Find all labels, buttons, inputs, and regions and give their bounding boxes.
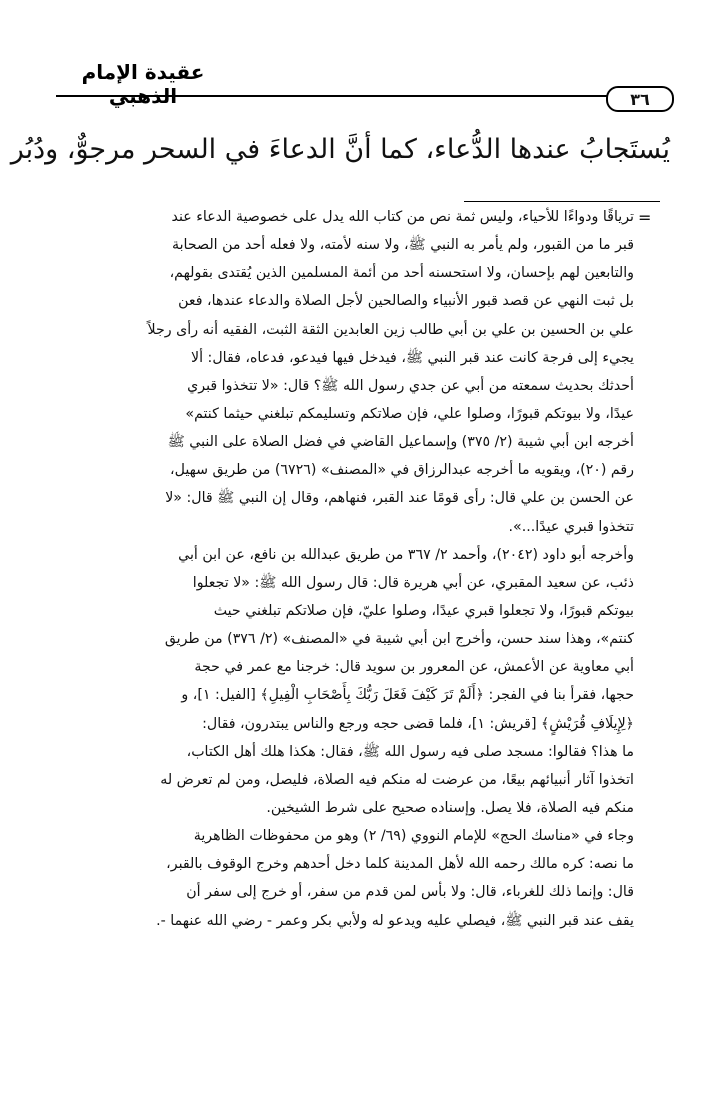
footnote-line: حجها، فقرأ بنا في الفجر: ﴿أَلَمْ تَرَ كَيْفَ فَعَلَ رَبُّكَ بِأَصْحَابِ الْفِيلِ﴾ [الفيل: ١]، و bbox=[181, 687, 634, 704]
footnote-continuation-mark: = bbox=[638, 208, 652, 227]
footnote-line: بيوتكم قبورًا، ولا تجعلوا قبري عيدًا، وصلوا عليّ، فإن صلاتكم تبلغني حيث bbox=[213, 602, 634, 619]
footnote-line: اتخذوا آثار أنبيائهم بيعًا، من عرضت له منكم فيه الصلاة، فليصل، ومن لم تعرض له bbox=[160, 771, 634, 788]
footnote-line: أبي معاوية عن الأعمش، عن المعرور بن سويد قال: خرجنا مع عمر في حجة bbox=[194, 659, 634, 676]
running-title: عقيدة الإمام الذهبي bbox=[81, 60, 205, 108]
footnote-line: قال: وإنما ذلك للغرباء، قال: ولا بأس لمن قدم من سفر، أو خرج إلى سفر أن bbox=[186, 884, 634, 901]
footnote-line: والتابعين لهم بإحسان، ولا استحسنه أحد من أئمة المسلمين الذين يُقتدى بقولهم، bbox=[169, 265, 634, 282]
footnote-line: عن الحسن بن علي قال: رأى قومًا عند القبر، فنهاهم، وقال إن النبي ﷺ قال: «لا bbox=[165, 490, 634, 507]
page-number: ٣٦ bbox=[606, 86, 674, 112]
footnote-line: أخرجه ابن أبي شيبة (٢/ ٣٧٥) وإسماعيل القاضي في فضل الصلاة على النبي ﷺ bbox=[167, 434, 634, 451]
footnote-separator bbox=[464, 201, 660, 202]
footnote-line: تتخذوا قبري عيدًا...». bbox=[508, 518, 634, 535]
header-rule bbox=[56, 95, 656, 97]
footnote-line: قبر ما من القبور، ولم يأمر به النبي ﷺ، ولا سنه لأمته، ولا فعله أحد من الصحابة bbox=[171, 237, 634, 254]
footnote-line: وجاء في «مناسك الحج» للإمام النووي (٦٩/ ٢) وهو من محفوظات الظاهرية bbox=[193, 828, 634, 845]
footnote-line: يقف عند قبر النبي ﷺ، فيصلي عليه ويدعو له ولأبي بكر وعمر - رضي الله عنهما -. bbox=[156, 912, 634, 929]
footnote-body bbox=[60, 203, 634, 935]
footnote-line: بل ثبت النهي عن قصد قبور الأنبياء والصالحين لأجل الصلاة والدعاء عندها، فعن bbox=[178, 293, 634, 310]
footnote-line: يجيء إلى فرجة كانت عند قبر النبي ﷺ، فيدخل فيها فيدعو، فدعاه، فقال: ألا bbox=[191, 349, 634, 366]
footnote-line: ترياقًا ودواءًا للأحياء، وليس ثمة نص من كتاب الله يدل على خصوصية الدعاء عند bbox=[171, 209, 634, 225]
footnote-line: علي بن الحسين بن علي بن أبي طالب زين العابدين الثقة الثبت، الفقيه أنه رأى رجلاً bbox=[147, 321, 634, 338]
main-text: يُستَجابُ عندها الدُّعاء، كما أنَّ الدعاءَ في السحر مرجوٌّ، ودُبُر bbox=[10, 134, 670, 165]
footnote-line: عيدًا، ولا بيوتكم قبورًا، وصلوا علي، فإن صلاتكم وتسليمكم تبلغني حيثما كنتم» bbox=[185, 405, 634, 422]
footnote-line: كنتم»، وهذا سند حسن، وأخرج ابن أبي شيبة في «المصنف» (٢/ ٣٧٦) من طريق bbox=[164, 631, 634, 648]
footnote-line: رقم (٢٠)، ويقويه ما أخرجه عبدالرزاق في «المصنف» (٦٧٢٦) من طريق سهيل، bbox=[170, 462, 634, 479]
footnote-line: ما هذا؟ فقالوا: مسجد صلى فيه رسول الله ﷺ، فقال: هكذا هلك أهل الكتاب، bbox=[186, 743, 634, 760]
footnote-line: ﴿لِإِيلَافِ قُرَيْشٍ﴾ [قريش: ١]، فلما قضى حجه ورجع والناس يبتدرون، فقال: bbox=[202, 715, 634, 732]
footnote-line: ما نصه: كره مالك رحمه الله لأهل المدينة كلما دخل أحدهم وخرج الوقوف بالقبر، bbox=[166, 856, 634, 873]
footnote-line: أحدثك بحديث سمعته من أبي عن جدي رسول الله ﷺ؟ قال: «لا تتخذوا قبري bbox=[187, 377, 634, 394]
footnote-line: منكم فيه الصلاة، فلا يصل. وإسناده صحيح على شرط الشيخين. bbox=[266, 799, 634, 816]
footnote-line: ذئب، عن سعيد المقبري، عن أبي هريرة قال: قال رسول الله ﷺ: «لا تجعلوا bbox=[192, 574, 634, 591]
footnote-line: وأخرجه أبو داود (٢٠٤٢)، وأحمد ٢/ ٣٦٧ من طريق عبدالله بن نافع، عن ابن أبي bbox=[178, 546, 634, 563]
